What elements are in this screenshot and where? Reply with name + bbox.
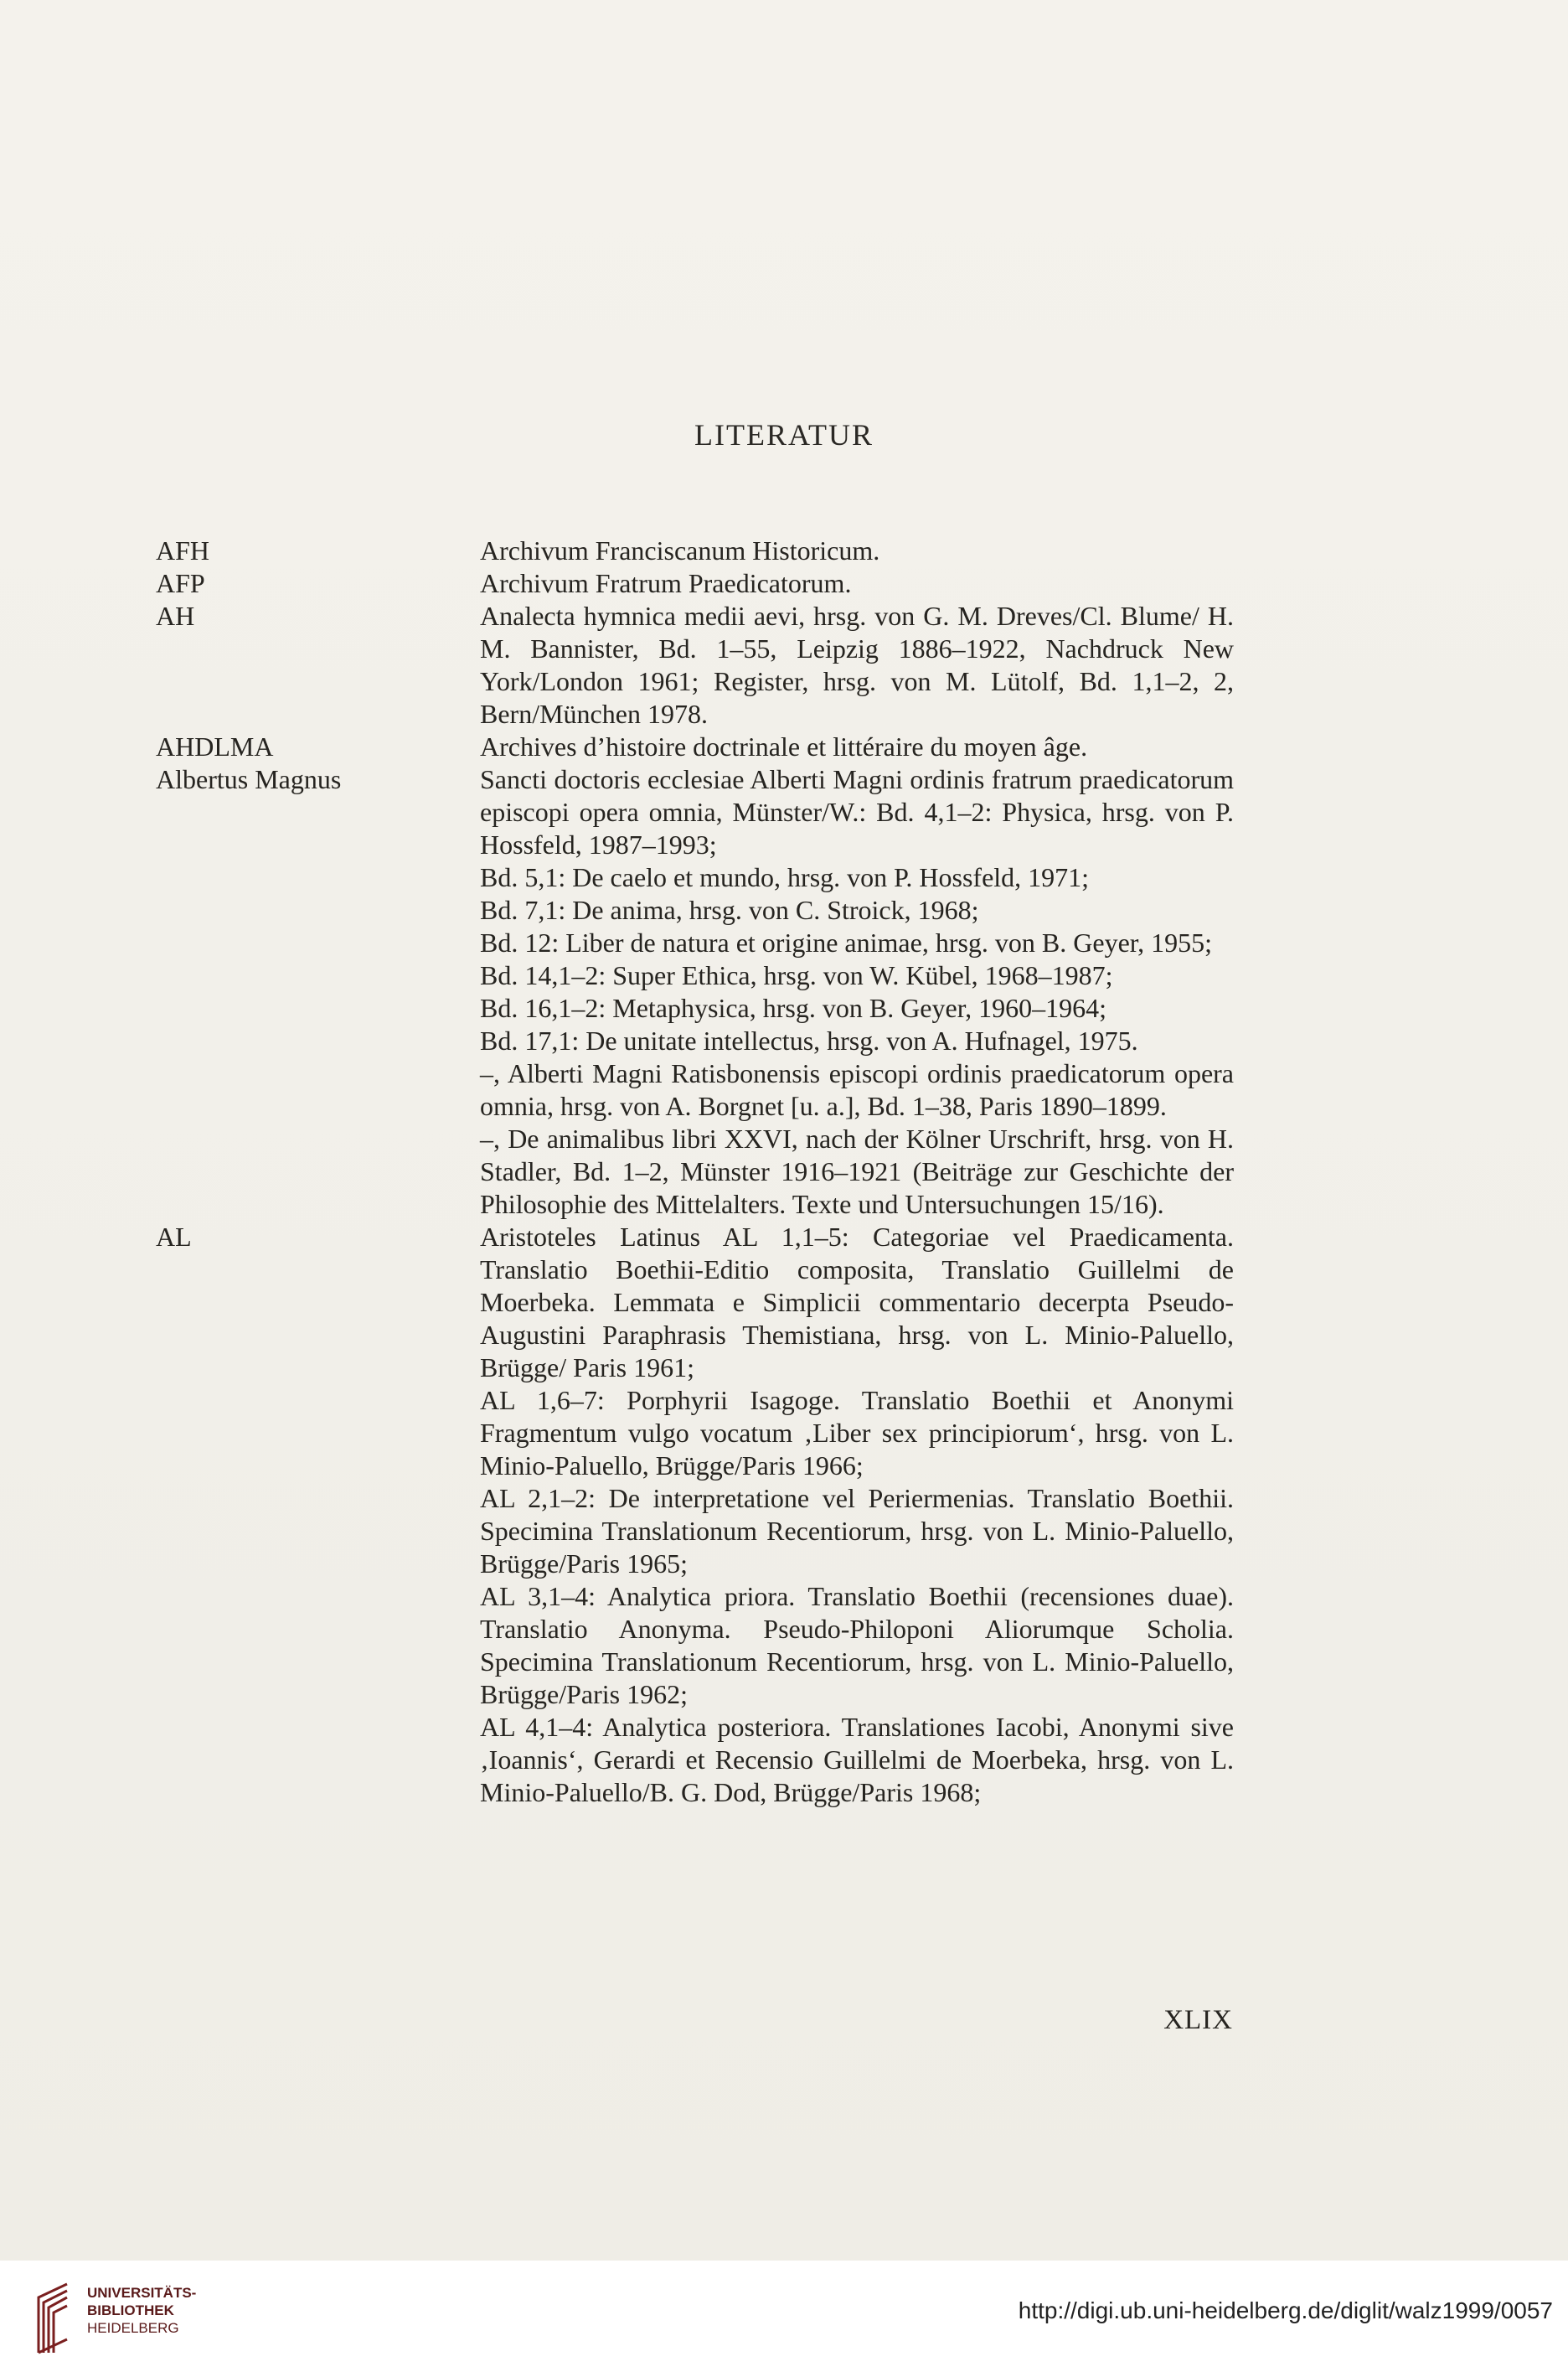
entry-description <box>480 731 1234 763</box>
entry-line: –, Alberti Magni Ratisbonensis episcopi ordinis praedicatorum opera omnia, hrsg. von A. Borgnet [u. a.], Bd. 1–38, Paris 1890–1899. <box>480 1058 1234 1121</box>
entry-line: Archivum Franciscanum Historicum. <box>480 535 880 566</box>
digitization-footer <box>0 2261 1568 2372</box>
entry-abbreviation: AFP <box>156 568 205 598</box>
page-title: LITERATUR <box>694 418 874 452</box>
entry-description <box>480 600 1234 731</box>
entry-line: Bd. 12: Liber de natura et origine animae, hrsg. von B. Geyer, 1955; <box>480 928 1213 958</box>
library-name <box>87 2284 196 2337</box>
library-name-line: BIBLIOTHEK <box>87 2302 174 2318</box>
entry-abbreviation: AFH <box>156 535 210 566</box>
entry-description <box>480 763 1234 1221</box>
library-name-line: UNIVERSITÄTS- <box>87 2285 197 2301</box>
entry-line: –, De animalibus libri XXVI, nach der Kölner Urschrift, hrsg. von H. Stadler, Bd. 1–2, Münster 1916–1921 (Beiträge zur Geschichte der Philosophie des Mittelalters. Texte und Untersuchungen 15/16). <box>480 1124 1234 1219</box>
entry-line: Bd. 5,1: De caelo et mundo, hrsg. von P. Hossfeld, 1971; <box>480 862 1090 892</box>
entry-description <box>480 535 1234 567</box>
entry-line: Aristoteles Latinus AL 1,1–5: Categoriae vel Praedicamenta. Translatio Boethii-Editio composita, Translatio Guillelmi de Moerbeka. Lemmata e Simplicii commentario decerpta Pseudo-Augustini Paraphrasis Themistiana, hrsg. von L. Minio-Paluello, Brügge/ Paris 1961; <box>480 1222 1234 1382</box>
entry-line: Bd. 7,1: De anima, hrsg. von C. Stroick, 1968; <box>480 895 979 925</box>
entry-line: AL 1,6–7: Porphyrii Isagoge. Translatio Boethii et Anonymi Fragmentum vulgo vocatum ‚Liber sex principiorum‘, hrsg. von L. Minio-Paluello, Brügge/Paris 1966; <box>480 1385 1234 1481</box>
entry-line: Archivum Fratrum Praedicatorum. <box>480 568 852 598</box>
entry-line: Analecta hymnica medii aevi, hrsg. von G. M. Dreves/Cl. Blume/ H. M. Bannister, Bd. 1–55, Leipzig 1886–1922, Nachdruck New York/London 1961; Register, hrsg. von M. Lütolf, Bd. 1,1–2, 2, Bern/München 1978. <box>480 601 1234 729</box>
entry-description <box>480 567 1234 600</box>
list-item <box>0 763 1568 1221</box>
source-url-link[interactable]: http://digi.ub.uni-heidelberg.de/diglit/walz1999/0057 <box>1018 2297 1553 2323</box>
entry-line: AL 2,1–2: De interpretatione vel Periermenias. Translatio Boethii. Specimina Translationum Recentiorum, hrsg. von L. Minio-Paluello, Brügge/Paris 1965; <box>480 1483 1234 1579</box>
entry-line: AL 4,1–4: Analytica posteriora. Translationes Iacobi, Anonymi sive ‚Ioannis‘, Gerardi et Recensio Guillelmi de Moerbeka, hrsg. von L. Minio-Paluello/B. G. Dod, Brügge/Paris 1968; <box>480 1712 1234 1807</box>
list-item <box>0 731 1568 763</box>
entry-line: Sancti doctoris ecclesiae Alberti Magni ordinis fratrum praedicatorum episcopi opera omnia, Münster/W.: Bd. 4,1–2: Physica, hrsg. von P. Hossfeld, 1987–1993; <box>480 764 1234 860</box>
list-item <box>0 535 1568 567</box>
entry-abbreviation: AH <box>156 601 195 631</box>
entry-line: Bd. 16,1–2: Metaphysica, hrsg. von B. Geyer, 1960–1964; <box>480 993 1106 1023</box>
entry-line: Bd. 17,1: De unitate intellectus, hrsg. von A. Hufnagel, 1975. <box>480 1026 1138 1056</box>
library-name-line: HEIDELBERG <box>87 2320 179 2336</box>
entry-line: Bd. 14,1–2: Super Ethica, hrsg. von W. Kübel, 1968–1987; <box>480 960 1113 990</box>
page-number: XLIX <box>1163 2005 1233 2035</box>
list-item <box>0 567 1568 600</box>
entry-abbreviation: Albertus Magnus <box>156 764 342 794</box>
list-item <box>0 600 1568 731</box>
entry-line: AL 3,1–4: Analytica priora. Translatio Boethii (recensiones duae). Translatio Anonyma. Pseudo-Philoponi Aliorumque Scholia. Specimina Translationum Recentiorum, hrsg. von L. Minio-Paluello, Brügge/Paris 1962; <box>480 1581 1234 1709</box>
list-item <box>0 1221 1568 1809</box>
entry-description <box>480 1221 1234 1809</box>
entry-abbreviation: AL <box>156 1222 192 1252</box>
university-library-logo-icon <box>35 2281 70 2358</box>
abbreviation-list <box>0 535 1568 1809</box>
entry-line: Archives d’histoire doctrinale et littéraire du moyen âge. <box>480 731 1088 762</box>
entry-abbreviation: AHDLMA <box>156 731 274 762</box>
